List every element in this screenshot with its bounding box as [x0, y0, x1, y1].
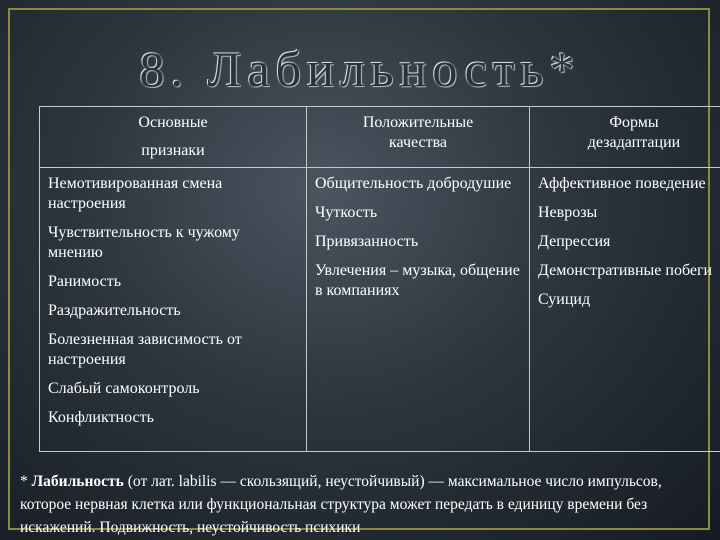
list-item: Увлечения – музыка, общение в компаниях: [315, 262, 520, 299]
traits-table: [39, 106, 720, 452]
list-item: Привязанность: [315, 233, 419, 250]
header-positive-qualities: [307, 107, 530, 168]
list-item: Демонстративные побеги: [538, 262, 713, 279]
list-item: Немотивированная смена настроения: [48, 175, 223, 212]
slide-title: 8. Лабильность*: [139, 41, 581, 97]
list-item: Чуткость: [315, 204, 378, 221]
header-line: Положительные: [362, 114, 474, 131]
footnote-text: (от лат. labilis — скользящий, неустойчивый) — максимальное число импульсов, которое нервная клетка или функциональная структура может передать в единицу времени без искажений. Подвижность, неустойчивость психики: [20, 473, 662, 536]
footnote-term: Лабильность: [31, 473, 124, 490]
list-item: Чувствительность к чужому мнению: [48, 224, 240, 261]
footnote-marker: *: [20, 473, 32, 490]
list-item: Слабый самоконтроль: [48, 380, 200, 397]
header-line: признаки: [141, 142, 205, 159]
header-main-signs: [40, 107, 307, 168]
list-item: Депрессия: [538, 233, 611, 250]
header-maladaptation-forms: [530, 107, 720, 168]
list-item: Болезненная зависимость от настроения: [48, 331, 242, 368]
main-signs-cell: [40, 168, 307, 452]
list-item: Конфликтность: [48, 409, 154, 426]
footnote: [20, 470, 700, 539]
list-item: Неврозы: [538, 204, 598, 221]
list-item: Общительность добродушие: [315, 175, 512, 192]
header-line: дезадаптации: [587, 134, 681, 151]
table-header-row: [40, 107, 720, 168]
list-item: Раздражительность: [48, 302, 181, 319]
list-item: Суицид: [538, 291, 591, 308]
positive-qualities-cell: [307, 168, 530, 452]
maladaptation-forms-cell: [530, 168, 720, 452]
list-item: Ранимость: [48, 273, 122, 290]
header-line: качества: [388, 134, 448, 151]
header-line: Формы: [609, 114, 659, 131]
list-item: Аффективное поведение: [538, 175, 706, 192]
table-row: [40, 168, 720, 452]
header-line: Основные: [138, 114, 208, 131]
